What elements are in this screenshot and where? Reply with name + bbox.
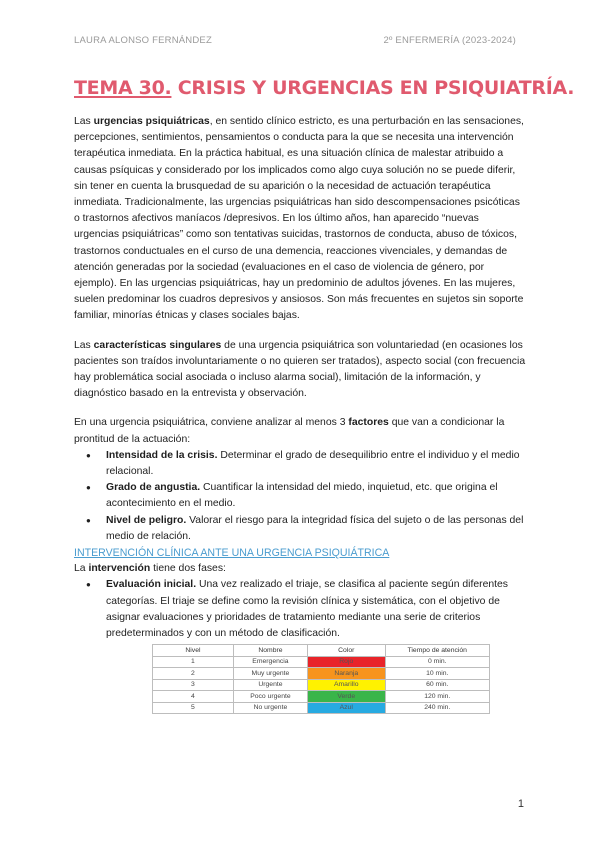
term-caracteristicas: características singulares <box>93 339 222 351</box>
table-row <box>153 702 490 714</box>
paragraph-characteristics: Las características singulares de una urgencia psiquiátrica son voluntariedad (en ocasiones los pacientes son traídos involuntariamente o no quieren ser tratados), aspecto social (con frecuencia hay problemática social asociada o incluso alarma social), limitación de la información, y diagnóstico basado en la entrevista y observación. <box>74 339 526 400</box>
header-author: LAURA ALONSO FERNÁNDEZ <box>74 35 212 46</box>
cell-tiempo: 0 min. <box>385 656 490 668</box>
cell-nivel: 2 <box>153 668 234 680</box>
col-header: Color <box>308 645 386 657</box>
table-row <box>153 691 490 703</box>
cell-tiempo: 240 min. <box>385 702 490 714</box>
triage-body <box>153 656 490 714</box>
list-item: ● Nivel de peligro. Valorar el riesgo para la integridad física del sujeto o de las personas del medio de relación. <box>74 513 526 545</box>
cell-nivel: 1 <box>153 656 234 668</box>
title-text: CRISIS Y URGENCIAS EN PSIQUIATRÍA. <box>171 77 575 99</box>
list-item: ● Grado de angustia. Cuantificar la intensidad del miedo, inquietud, etc. que origina el acontecimiento en el medio. <box>74 480 526 512</box>
cell-color: Rojo <box>308 656 386 668</box>
triage-table <box>152 644 490 714</box>
cell-nivel: 3 <box>153 679 234 691</box>
paragraph-definition: Las urgencias psiquiátricas, en sentido clínico estricto, es una perturbación en las sensaciones, percepciones, sentimientos, pensamientos o conducta para la que se necesita una intervención terapéutica inmediata. En la práctica habitual, es una situación clínica de malestar atribuido a causas psíquicas y considerado por los implicados como algo cuya solución no se puede diferir, sin tener en cuenta la brusquedad de su aparición o la necesidad de actuación terapéutica inmediata. Tradicionalmente, las urgencias psiquiátricas han sido descompensaciones psicóticas o trastornos afectivos maníacos /depresivos. En los último años, han aparecido “nuevas urgencias psiquiátricas” como son tentativas suicidas, trastornos de conducta, abuso de tóxicos, trastornos conductuales en el curso de una demencia, reacciones vivenciales, y demandas de atención generadas por la sociedad (evaluaciones en el caso de violencia de género, por ejemplo). En las urgencias psiquiátricas, hay un predominio de adultos jóvenes. En las mujeres, suelen predominar los cuadros depresivos y ansiosos. Son más frecuentes en sujetos sin soporte familiar, minorías étnicas y clases sociales bajas. <box>74 116 524 322</box>
term-intervencion: intervención <box>88 563 151 575</box>
phases-list <box>74 577 526 642</box>
col-header: Tiempo de atención <box>385 645 490 657</box>
cell-tiempo: 120 min. <box>385 691 490 703</box>
cell-color: Naranja <box>308 668 386 680</box>
term-factores: factores <box>348 417 389 429</box>
title-number: TEMA 30. <box>74 77 172 99</box>
paragraph-factors: En una urgencia psiquiátrica, conviene analizar al menos 3 factores que van a condicionar la prontitud de la actuación: <box>74 417 505 445</box>
cell-nivel: 4 <box>153 691 234 703</box>
header-course: 2º ENFERMERÍA (2023-2024) <box>383 35 516 46</box>
cell-nombre: Poco urgente <box>233 691 307 703</box>
cell-nombre: Emergencia <box>233 656 307 668</box>
table-row <box>153 668 490 680</box>
cell-color: Verde <box>308 691 386 703</box>
list-item: ● Intensidad de la crisis. Determinar el grado de desequilibrio entre el individuo y el medio relacional. <box>74 448 526 480</box>
list-item: ● Evaluación inicial. Una vez realizado el triaje, se clasifica al paciente según diferentes categorías. El triaje se define como la revisión clínica y sistemática, con el objetivo de asignar evaluaciones y prioridades de tratamiento mediante una serie de criterios predeterminados y con un método de clasificación. <box>74 577 526 642</box>
table-row <box>153 679 490 691</box>
paragraph-intervention: La intervención tiene dos fases: <box>74 563 226 575</box>
section-heading: INTERVENCIÓN CLÍNICA ANTE UNA URGENCIA PSIQUIÁTRICA <box>74 547 390 560</box>
cell-color: Azul <box>308 702 386 714</box>
col-header: Nombre <box>233 645 307 657</box>
table-header-row <box>153 645 490 657</box>
factors-list <box>74 448 526 545</box>
page-title <box>74 77 574 99</box>
cell-color: Amarillo <box>308 679 386 691</box>
cell-tiempo: 60 min. <box>385 679 490 691</box>
col-header: Nivel <box>153 645 234 657</box>
cell-nombre: Urgente <box>233 679 307 691</box>
table-row <box>153 656 490 668</box>
cell-nombre: Muy urgente <box>233 668 307 680</box>
cell-nombre: No urgente <box>233 702 307 714</box>
document-body <box>74 114 526 642</box>
term-urgencias: urgencias psiquiátricas <box>93 116 210 127</box>
cell-tiempo: 10 min. <box>385 668 490 680</box>
page-number: 1 <box>517 798 524 810</box>
cell-nivel: 5 <box>153 702 234 714</box>
